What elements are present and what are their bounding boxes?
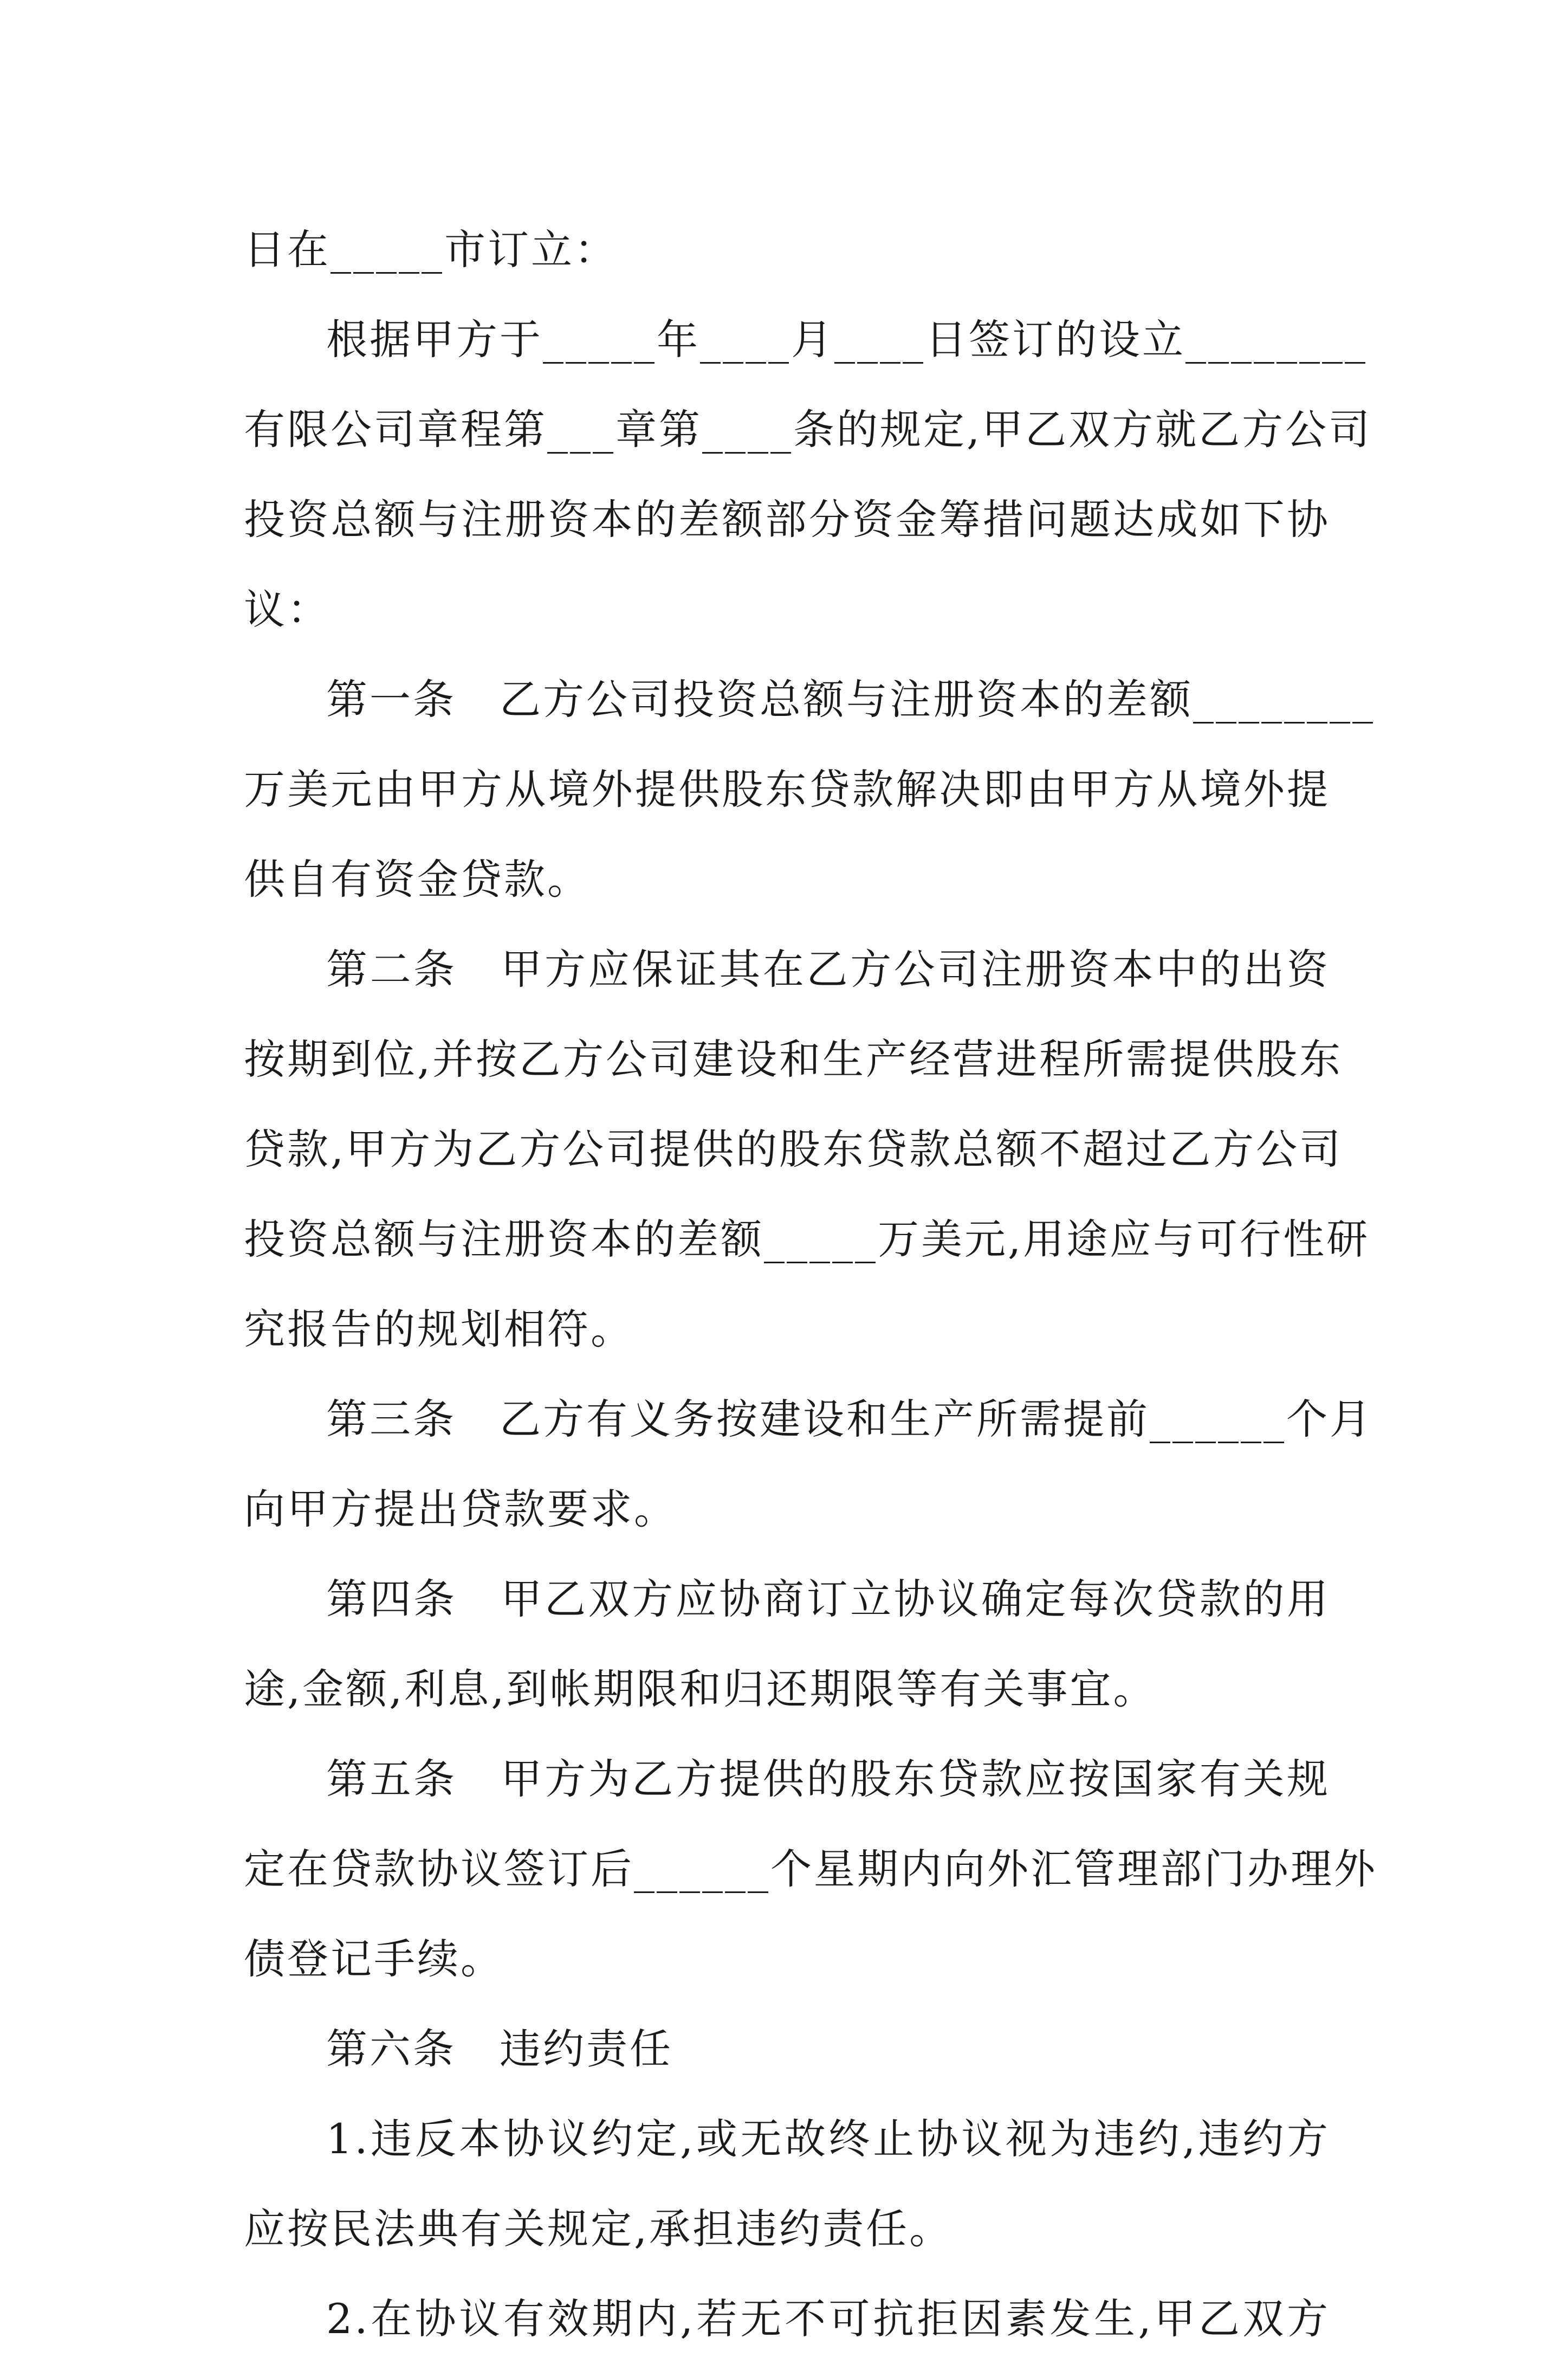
text-line: 根据甲方于_____年____月____日签订的设立________ [326, 315, 1368, 364]
text-line: 投资总额与注册资本的差额_____万美元,用途应与可行性研 [244, 1215, 1370, 1263]
text-line: 万美元由甲方从境外提供股东贷款解决即由甲方从境外提 [244, 765, 1330, 813]
article-3-heading-line: 第三条 乙方有义务按建设和生产所需提前______个月 [326, 1395, 1373, 1443]
text-line: 按期到位,并按乙方公司建设和生产经营进程所需提供股东 [244, 1035, 1343, 1083]
text-line: 贷款,甲方为乙方公司提供的股东贷款总额不超过乙方公司 [244, 1125, 1343, 1173]
article-1-heading-line: 第一条 乙方公司投资总额与注册资本的差额________ [326, 675, 1375, 724]
text-line: 议： [244, 585, 331, 634]
text-line: 向甲方提出贷款要求。 [244, 1485, 677, 1533]
text-line: 有限公司章程第___章第____条的规定,甲乙双方就乙方公司 [244, 405, 1372, 454]
text-line: 究报告的规划相符。 [244, 1305, 634, 1353]
text-line: 日在_____市订立： [244, 225, 618, 274]
text-line: 定在贷款协议签订后______个星期内向外汇管理部门办理外 [244, 1845, 1377, 1893]
article-6-heading-line: 第六条 违约责任 [326, 2025, 673, 2073]
clause-2-line: 2.在协议有效期内,若无不可抗拒因素发生,甲乙双方 [326, 2295, 1330, 2343]
article-2-heading-line: 第二条 甲方应保证其在乙方公司注册资本中的出资 [326, 945, 1330, 993]
clause-1-line: 1.违反本协议约定,或无故终止协议视为违约,违约方 [326, 2115, 1330, 2163]
article-4-heading-line: 第四条 甲乙双方应协商订立协议确定每次贷款的用 [326, 1575, 1330, 1623]
text-line: 应按民法典有关规定,承担违约责任。 [244, 2205, 953, 2253]
article-5-heading-line: 第五条 甲方为乙方提供的股东贷款应按国家有关规 [326, 1755, 1330, 1803]
text-line: 债登记手续。 [244, 1935, 504, 1983]
text-line: 途,金额,利息,到帐期限和归还期限等有关事宜。 [244, 1665, 1157, 1713]
document-page [244, 205, 1377, 2364]
text-line: 供自有资金贷款。 [244, 855, 591, 903]
text-line: 投资总额与注册资本的差额部分资金筹措问题达成如下协 [244, 495, 1330, 544]
